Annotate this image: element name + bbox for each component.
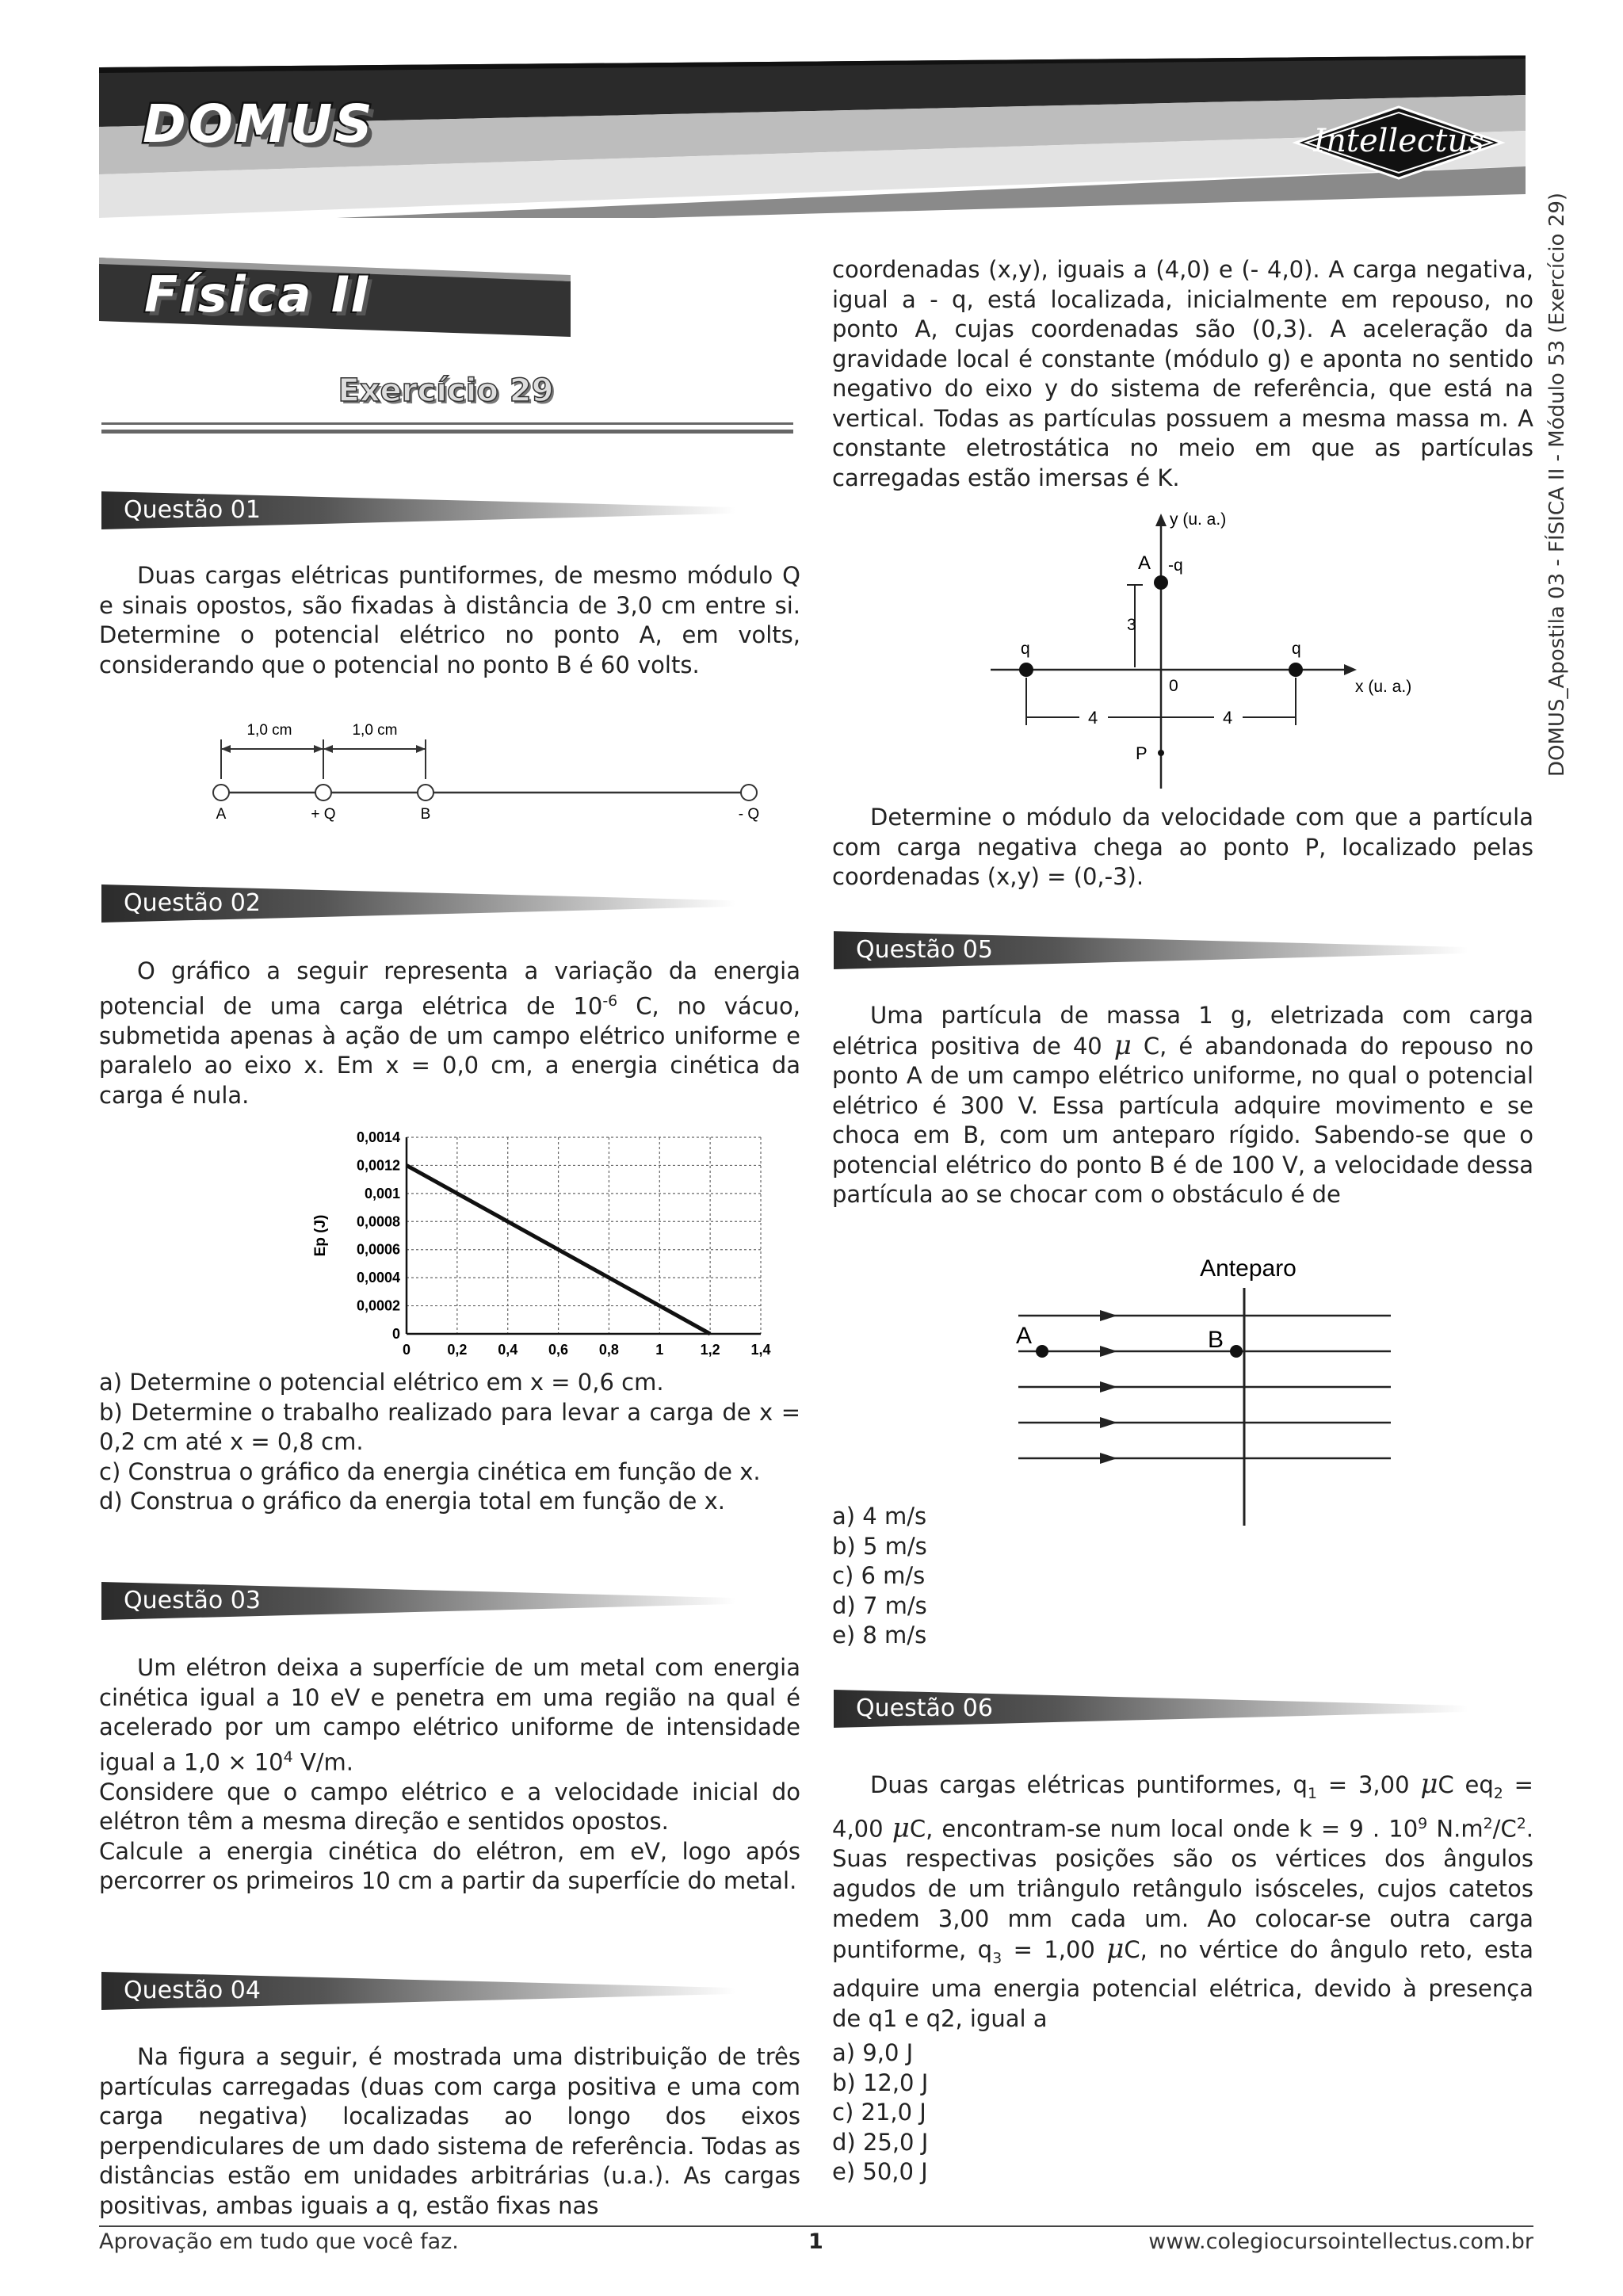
footer-rule	[99, 2225, 1533, 2227]
q6-option-e[interactable]: e) 50,0 J	[832, 2158, 928, 2185]
q5-text-b: C, é abandonada do repouso no ponto A de um campo elétrico uniforme, no qual o potencial elétrico é 300 V. Essa partícula adquire movimento e se choca em B, com um anteparo rígido. Sabendo-se que o potencial elétrico do ponto B é de 100 V, a velocidade dessa partícula ao se chocar com o obstáculo é de	[832, 1032, 1533, 1208]
q4-label-q-right: q	[1292, 640, 1301, 658]
side-module-text: DOMUS_Apostila 03 - FÍSICA II - Módulo 53 (Exercício 29)	[1545, 192, 1569, 777]
brand-title: DOMUS	[143, 94, 375, 155]
q6-mu-2: μ	[892, 1812, 910, 1844]
q1-label-plus-q: + Q	[311, 806, 336, 823]
q4-label-p: P	[1136, 743, 1148, 763]
chart-y-tick-label: 0,0006	[356, 1241, 400, 1258]
q5-label-a: A	[1016, 1323, 1033, 1349]
q6-l3-a: k = 9 . 10	[1298, 1815, 1419, 1843]
q6-l3-sup2: 2	[1483, 1814, 1493, 1832]
q6-mu-3: μ	[1106, 1933, 1125, 1966]
q6-option-b[interactable]: b) 12,0 J	[832, 2069, 929, 2096]
q1-charge-minus-q	[741, 785, 757, 800]
q6-l2-c: C, encontram-se num local onde	[909, 1815, 1290, 1843]
q1-label-b: B	[420, 806, 431, 823]
question-03-text	[99, 1653, 800, 1897]
q5-label-b: B	[1208, 1327, 1224, 1353]
q3-text1-sup: 4	[283, 1748, 293, 1766]
q6-l3-e: = 1,00	[1002, 1936, 1107, 1964]
question-06-header	[834, 1690, 1468, 1728]
chart-y-tick-label: 0,0002	[356, 1297, 400, 1314]
q6-option-c[interactable]: c) 21,0 J	[832, 2099, 926, 2126]
chart-y-axis-label: Ep (J)	[312, 1214, 329, 1257]
q1-charges-figure	[210, 717, 781, 832]
q6-l2-sub: 2	[1493, 1784, 1503, 1802]
title-rule-bottom	[101, 430, 793, 434]
question-03-header	[101, 1582, 735, 1620]
q2-text-sup: -6	[602, 991, 618, 1010]
question-04-header	[101, 1972, 735, 2010]
q6-l3-sup3: 2	[1516, 1814, 1526, 1832]
chart-x-tick-label: 0	[402, 1342, 411, 1358]
q2-text-a: O gráfico a seguir representa a variação da energia potencial de uma carga elétrica de 10	[99, 957, 800, 1020]
q5-label-anteparo: Anteparo	[1200, 1255, 1296, 1282]
page-number: 1	[808, 2229, 823, 2254]
q2-item-a: a) Determine o potencial elétrico em x = 0,6 cm.	[99, 1369, 664, 1396]
exercise-title: Exercício 29	[338, 372, 554, 409]
q4-label-four-right: 4	[1223, 708, 1233, 728]
q1-point-a	[213, 785, 229, 800]
question-05-options	[832, 1502, 1533, 1651]
q4-label-a: A	[1138, 552, 1151, 574]
q6-l1-c: C e	[1438, 1771, 1480, 1798]
chart-x-tick-label: 0,8	[598, 1342, 619, 1358]
question-06-label: Questão 06	[856, 1694, 993, 1722]
chart-y-tick-label: 0,001	[364, 1185, 400, 1201]
q2-item-b: b) Determine o trabalho realizado para levar a carga de x = 0,2 cm até x = 0,8 cm.	[99, 1398, 800, 1455]
q4-axes-figure	[983, 507, 1442, 800]
chart-y-tick-label: 0,0008	[356, 1213, 400, 1230]
q5-field-figure	[1006, 1252, 1419, 1530]
q4-charge-right	[1289, 663, 1303, 677]
q6-l1-b: = 3,00	[1317, 1771, 1421, 1798]
chart-x-tick-label: 1,2	[700, 1342, 720, 1358]
chart-y-tick-label: 0,0004	[356, 1270, 400, 1286]
q4-point-p	[1158, 750, 1164, 756]
q6-l3-d: . Suas respectivas posições são os vértices dos ângulos agudos de um triângulo retângulo isósceles, cujos catetos medem 3,00 mm cada um. Ao colocar-se outra carga puntiforme, q	[832, 1815, 1534, 1964]
q4-charge-left	[1019, 663, 1033, 677]
q5-option-e[interactable]: e) 8 m/s	[832, 1622, 927, 1648]
q6-l3-f: C, no vértice do ângulo reto, esta adquire uma energia potencial elétrica, devido à presença de q1 e q2, igual a	[832, 1936, 1533, 2033]
q1-label-a: A	[216, 806, 227, 823]
q4-label-minus-q: -q	[1168, 556, 1183, 575]
q6-l1-sub: 1	[1307, 1784, 1318, 1802]
q4-label-q-left: q	[1021, 640, 1030, 658]
q6-l2-a: q	[1479, 1771, 1494, 1798]
question-04-text-right: coordenadas (x,y), iguais a (4,0) e (- 4,0). A carga negativa, igual a - q, está localizada, inicialmente em repouso, no ponto A, cujas coordenadas são (0,3). A aceleração da gravidade local é constante (módulo g) e aponta no sentido negativo do eixo y do sistema de referência, que está na vertical. Todas as partículas possuem a mesma massa m. A constante eletrostática no meio em que as partículas carregadas estão imersas é K.	[832, 256, 1533, 491]
q3-text1-b: V/m.	[292, 1748, 354, 1776]
question-04-text-left: Na figura a seguir, é mostrada uma distribuição de três partículas carregadas (duas com carga positiva e uma com carga negativa) localizadas ao longo dos eixos perpendiculares de um dado sistema de referência. Todas as distâncias estão em unidades arbitrárias (u.a.). As cargas positivas, ambas iguais a q, estão fixas nas	[99, 2043, 800, 2219]
q6-l3-sup1: 9	[1418, 1814, 1428, 1832]
q6-l3-c: /C	[1492, 1815, 1517, 1843]
chart-y-tick-label: 0	[391, 1326, 400, 1342]
chart-y-tick-label: 0,0012	[356, 1157, 400, 1174]
chart-x-tick-label: 0,6	[548, 1342, 569, 1358]
chart-x-tick-label: 0,2	[447, 1342, 468, 1358]
question-02-text	[99, 957, 800, 1110]
q5-point-b	[1230, 1345, 1243, 1358]
q4-label-origin: 0	[1169, 677, 1178, 695]
q5-option-d[interactable]: d) 7 m/s	[832, 1591, 927, 1619]
q4-x-axis-label: x (u. a.)	[1355, 678, 1412, 696]
q6-l3-b: N.m	[1427, 1815, 1484, 1843]
q6-l3-sub: 3	[992, 1950, 1002, 1968]
q5-text-a: Uma partícula de massa 1 g, eletrizada com carga elétrica positiva de 40	[832, 1002, 1533, 1060]
footer-website-link[interactable]: www.colegiocursointellectus.com.br	[1148, 2229, 1533, 2254]
question-02-label: Questão 02	[124, 889, 261, 917]
q6-l1-a: Duas cargas elétricas puntiformes, q	[870, 1771, 1308, 1798]
subject-title: Física II	[144, 266, 372, 323]
q3-text2: Considere que o campo elétrico e a velocidade inicial do elétron têm a mesma direção e sentidos opostos.	[99, 1778, 800, 1836]
q2-item-d: d) Construa o gráfico da energia total em função de x.	[99, 1488, 725, 1515]
chart-x-tick-label: 1	[655, 1342, 664, 1358]
question-01-header	[101, 491, 735, 529]
q4-label-four-left: 4	[1088, 708, 1098, 728]
chart-x-tick-label: 0,4	[498, 1342, 518, 1358]
q4-y-axis-label: y (u. a.)	[1170, 510, 1227, 529]
q1-label-minus-q: - Q	[738, 806, 760, 823]
q2-item-c: c) Construa o gráfico da energia cinética em função de x.	[99, 1457, 761, 1485]
question-06-text	[832, 1769, 1533, 2034]
title-rule-top	[101, 422, 793, 425]
question-04-label: Questão 04	[124, 1977, 261, 2004]
q5-option-a[interactable]: a) 4 m/s	[832, 1503, 927, 1530]
q5-point-a	[1036, 1345, 1048, 1358]
q5-option-b[interactable]: b) 5 m/s	[832, 1532, 927, 1560]
q1-dim-1: 1,0 cm	[246, 722, 292, 739]
q6-option-a[interactable]: a) 9,0 J	[832, 2039, 914, 2066]
question-03-label: Questão 03	[124, 1587, 261, 1614]
q1-charge-plus-q	[315, 785, 331, 800]
q5-option-c[interactable]: c) 6 m/s	[832, 1562, 926, 1589]
chart-x-tick-label: 1,4	[750, 1342, 771, 1358]
question-05-text	[832, 1001, 1533, 1210]
q6-option-d[interactable]: d) 25,0 J	[832, 2128, 929, 2156]
footer-slogan: Aprovação em tudo que você faz.	[99, 2229, 459, 2254]
q5-mu: μ	[1113, 1029, 1132, 1061]
q4-point-a	[1154, 575, 1168, 590]
q2-energy-chart	[206, 1125, 777, 1363]
question-02-header	[101, 884, 735, 923]
q4-label-three: 3	[1127, 616, 1136, 634]
chart-y-tick-label: 0,0014	[356, 1129, 400, 1145]
question-05-label: Questão 05	[856, 936, 993, 964]
q3-text1-a: Um elétron deixa a superfície de um metal com energia cinética igual a 10 eV e penetra em uma região na qual é acelerado por um campo elétrico uniforme de intensidade igual a 1,0 × 10	[99, 1654, 800, 1776]
q2-text-b: C, no vácuo, submetida apenas à ação de um campo elétrico uniforme e paralelo ao eixo x. Em x = 0,0 cm, a energia cinética da carga é nula.	[99, 992, 800, 1109]
q1-point-b	[418, 785, 433, 800]
q3-text3: Calcule a energia cinética do elétron, em eV, logo após percorrer os primeiros 10 cm a partir da superfície do metal.	[99, 1837, 800, 1895]
intellectus-logo-text: Intellectus	[1313, 123, 1484, 159]
question-01-label: Questão 01	[124, 496, 261, 524]
q6-l2-b: = 4,00	[832, 1771, 1533, 1843]
question-02-items	[99, 1368, 800, 1517]
q6-mu-1: μ	[1420, 1768, 1438, 1800]
q1-dim-2: 1,0 cm	[352, 722, 398, 739]
question-04-question: Determine o módulo da velocidade com que a partícula com carga negativa chega ao ponto P, localizado pelas coordenadas (x,y) = (0,-3).	[832, 804, 1533, 890]
question-06-options	[832, 2038, 1533, 2187]
question-05-header	[834, 931, 1468, 969]
question-01-text: Duas cargas elétricas puntiformes, de mesmo módulo Q e sinais opostos, são fixadas à distância de 3,0 cm entre si. Determine o potencial elétrico no ponto A, em volts, considerando que o potencial no ponto B é 60 volts.	[99, 562, 800, 678]
